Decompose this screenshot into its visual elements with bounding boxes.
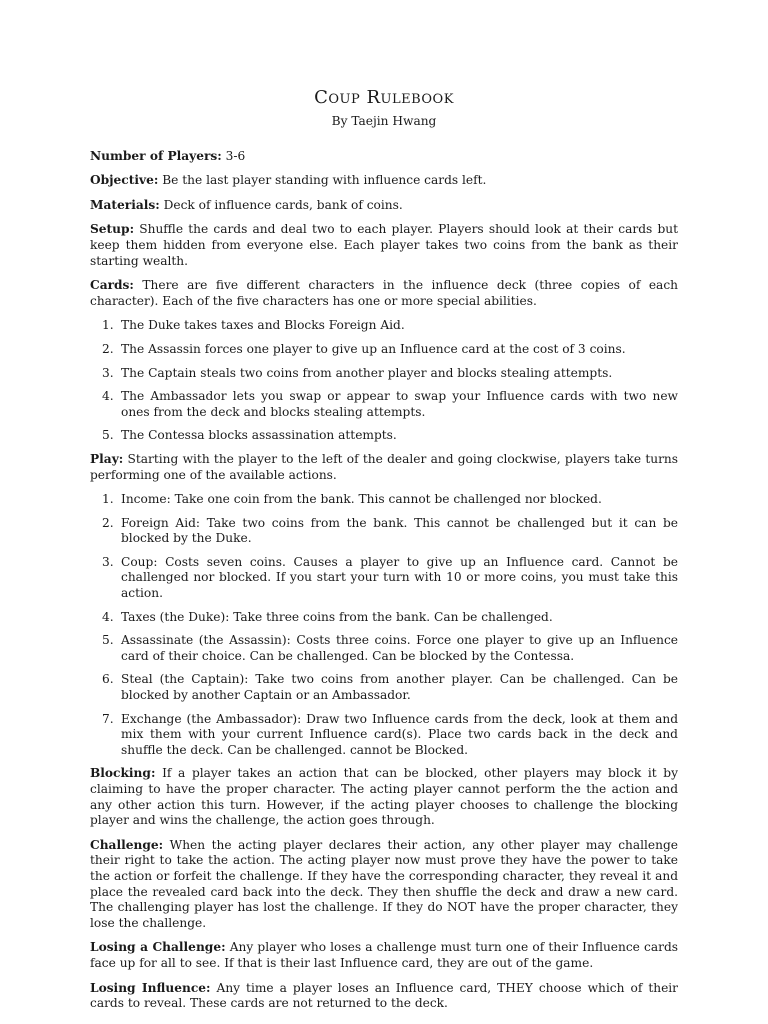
list-item-text: The Captain steals two coins from another player and blocks stealing attempts.: [121, 365, 613, 380]
list-item-text: Steal (the Captain): Take two coins from another player. Can be challenged. Can be blocked by another Captain or an Ambassador.: [121, 672, 678, 703]
blocking-text: If a player takes an action that can be blocked, other players may block it by claiming to have the proper character. The acting player cannot perform the the action and any other action this turn. However, if the acting player chooses to challenge the blocking player and wins the challenge, the action goes through.: [90, 766, 678, 828]
list-item: 5. The Contessa blocks assassination attempts.: [102, 428, 397, 443]
objective-section: [90, 173, 678, 189]
list-item-text: Exchange (the Ambassador): Draw two Influence cards from the deck, look at them and mix them with your current Influence card(s). Place two cards back in the deck and shuffle the deck. Can be challenged. cannot be Blocked.: [121, 711, 678, 757]
list-item: 4. The Ambassador lets you swap or appear to swap your Influence cards with two new ones from the deck and blocks stealing attempts.: [102, 389, 678, 419]
cards-text: There are five different characters in the influence deck (three copies of each character). Each of the five characters has one or more special abilities.: [90, 278, 678, 308]
list-item: 2. Foreign Aid: Take two coins from the bank. This cannot be challenged but it can be blocked by the Duke.: [102, 515, 678, 546]
play-label: Play:: [90, 451, 124, 466]
list-item: 2. The Assassin forces one player to give up an Influence card at the cost of 3 coins.: [102, 341, 626, 356]
cards-list: [90, 318, 678, 444]
losing-challenge-label: Losing a Challenge:: [90, 940, 226, 955]
list-item-text: The Assassin forces one player to give up an Influence card at the cost of 3 coins.: [121, 341, 626, 356]
list-item-text: Income: Take one coin from the bank. This cannot be challenged nor blocked.: [121, 492, 602, 507]
list-item-text: Coup: Costs seven coins. Causes a player to give up an Influence card. Cannot be challenged nor blocked. If you start your turn with 10 or more coins, you must take this action.: [121, 554, 678, 601]
list-item-text: The Contessa blocks assassination attempts.: [121, 428, 397, 443]
players-section: [90, 149, 678, 165]
challenge-section: [90, 838, 678, 932]
blocking-label: Blocking:: [90, 766, 156, 781]
page-title: Coup Rulebook: [314, 87, 454, 108]
list-item: 7. Exchange (the Ambassador): Draw two Influence cards from the deck, look at them and mix them with your current Influence card(s). Place two cards back in the deck and shuffle the deck. Can be challenged. cannot be Blocked.: [102, 711, 678, 757]
setup-text: Shuffle the cards and deal two to each player. Players should look at their cards but keep them hidden from everyone else. Each player takes two coins from the bank as their starting wealth.: [90, 222, 678, 268]
cards-label: Cards:: [90, 278, 134, 293]
losing-challenge-text: Any player who loses a challenge must turn one of their Influence cards face up for all to see. If that is their last Influence card, they are out of the game.: [90, 940, 679, 970]
list-item: 1. Income: Take one coin from the bank. This cannot be challenged nor blocked.: [102, 492, 602, 507]
list-item-text: The Ambassador lets you swap or appear to swap your Influence cards with two new ones from the deck and blocks stealing attempts.: [121, 389, 678, 419]
list-item-text: The Duke takes taxes and Blocks Foreign Aid.: [121, 318, 405, 333]
list-item: 3. Coup: Costs seven coins. Causes a player to give up an Influence card. Cannot be challenged nor blocked. If you start your turn with 10 or more coins, you must take this action.: [102, 554, 678, 601]
materials-section: [90, 198, 678, 214]
objective-text: Be the last player standing with influence cards left.: [162, 173, 487, 188]
play-text: Starting with the player to the left of the dealer and going clockwise, players take turns performing one of the available actions.: [90, 451, 678, 482]
play-section: [90, 452, 678, 483]
list-item: 4. Taxes (the Duke): Take three coins from the bank. Can be challenged.: [102, 609, 553, 624]
list-item: 5. Assassinate (the Assassin): Costs three coins. Force one player to give up an Influence card of their choice. Can be challenged. Can be blocked by the Contessa.: [102, 633, 678, 663]
list-item: 3. The Captain steals two coins from another player and blocks stealing attempts.: [102, 365, 613, 380]
blocking-section: [90, 766, 678, 828]
materials-label: Materials:: [90, 197, 160, 212]
losing-challenge-section: [90, 940, 678, 971]
author-line: By Taejin Hwang: [331, 114, 437, 128]
players-label: Number of Players:: [90, 148, 222, 163]
materials-text: Deck of influence cards, bank of coins.: [163, 197, 403, 212]
challenge-label: Challenge:: [90, 837, 164, 852]
list-item: 1. The Duke takes taxes and Blocks Foreign Aid.: [102, 318, 405, 333]
list-item-text: Taxes (the Duke): Take three coins from the bank. Can be challenged.: [121, 609, 553, 624]
rulebook-page: [90, 86, 678, 1021]
losing-influence-section: [90, 981, 678, 1012]
cards-section: [90, 278, 678, 309]
setup-section: [90, 222, 678, 269]
objective-label: Objective:: [90, 173, 159, 188]
list-item-text: Assassinate (the Assassin): Costs three coins. Force one player to give up an Influence card of their choice. Can be challenged. Can be blocked by the Contessa.: [121, 633, 678, 663]
actions-list: [90, 492, 678, 758]
setup-label: Setup:: [90, 222, 135, 237]
list-item-text: Foreign Aid: Take two coins from the bank. This cannot be challenged but it can be blocked by the Duke.: [121, 515, 678, 546]
players-text: 3-6: [225, 148, 246, 163]
challenge-text: When the acting player declares their action, any other player may challenge their right to take the action. The acting player now must prove they have the power to take the action or forfeit the challenge. If they have the corresponding character, they reveal it and place the revealed card back into the deck. They then shuffle the deck and draw a new card. The challenging player has lost the challenge. If they do NOT have the proper character, they lose the challenge.: [90, 837, 679, 930]
losing-influence-text: Any time a player loses an Influence card, THEY choose which of their cards to reveal. These cards are not returned to the deck.: [90, 980, 679, 1011]
losing-influence-label: Losing Influence:: [90, 980, 211, 995]
list-item: 6. Steal (the Captain): Take two coins from another player. Can be challenged. Can be blocked by another Captain or an Ambassador.: [102, 672, 678, 703]
